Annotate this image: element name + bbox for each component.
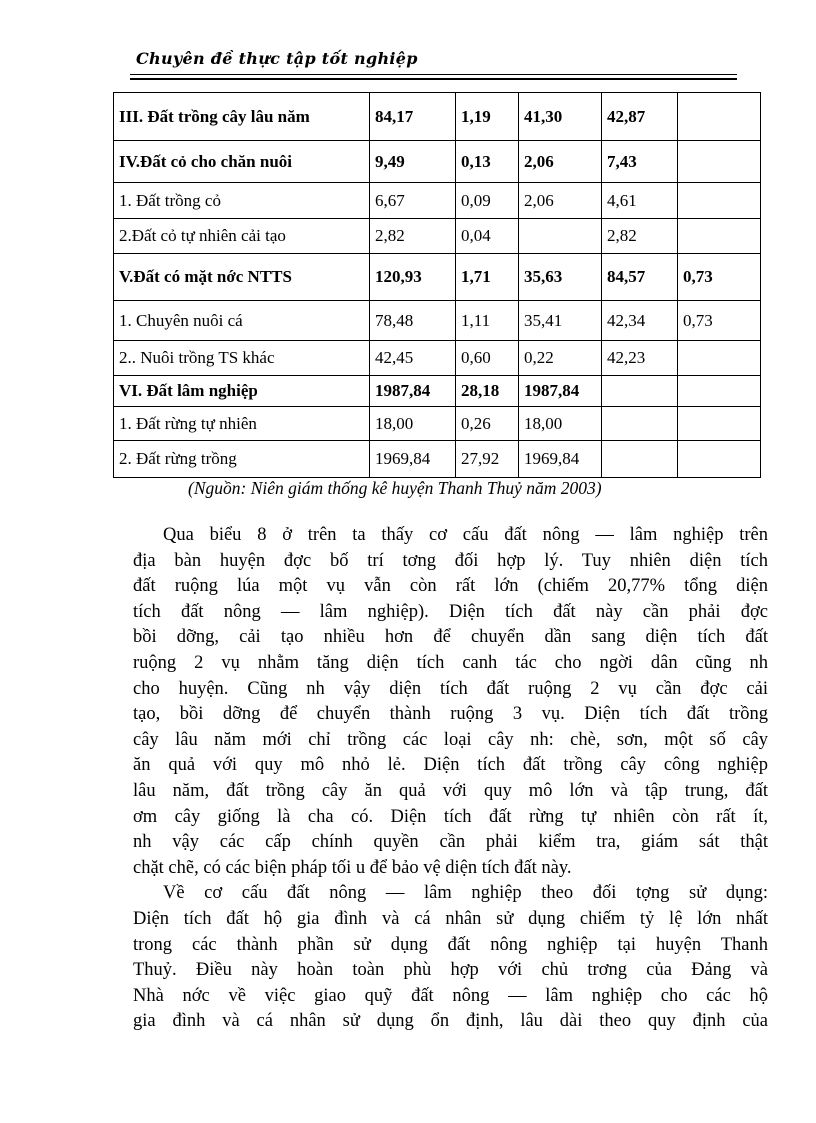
- header-divider: [130, 74, 737, 75]
- paragraph-line: Về cơ cấu đất nông — lâm nghiệp theo đối tợng sử dụng:: [163, 883, 768, 904]
- cell-value: 1,71: [456, 254, 519, 301]
- cell-value: 0,73: [678, 301, 761, 341]
- cell-value: 18,00: [370, 407, 456, 441]
- paragraph-line: địa bàn huyện đợc bố trí tơng đối hợp lý. Tuy nhiên diện tích: [133, 550, 768, 571]
- row-label: 1. Chuyên nuôi cá: [114, 301, 370, 341]
- paragraph-line: cho huyện. Cũng nh vậy diện tích đất ruộng 2 vụ cần đợc cải: [133, 678, 768, 699]
- cell-value: [678, 141, 761, 183]
- table-row: [114, 219, 761, 254]
- cell-value: [602, 441, 678, 478]
- cell-value: 0,22: [519, 341, 602, 376]
- cell-value: 42,87: [602, 93, 678, 141]
- cell-value: 0,73: [678, 254, 761, 301]
- cell-value: [678, 93, 761, 141]
- cell-value: [678, 407, 761, 441]
- paragraph-line: Qua biểu 8 ở trên ta thấy cơ cấu đất nông — lâm nghiệp trên: [163, 525, 768, 545]
- cell-value: 84,17: [370, 93, 456, 141]
- cell-value: 42,23: [602, 341, 678, 376]
- cell-value: 6,67: [370, 183, 456, 219]
- table-row: [114, 254, 761, 301]
- cell-value: 0,09: [456, 183, 519, 219]
- table-row: [114, 301, 761, 341]
- cell-value: [678, 219, 761, 254]
- paragraph-line: Thuỷ. Điều này hoàn toàn phù hợp với chủ trơng của Đảng và: [133, 960, 768, 981]
- land-use-table: [113, 92, 761, 478]
- table-row: [114, 441, 761, 478]
- row-label: 1. Đất trồng cỏ: [114, 183, 370, 219]
- cell-value: 78,48: [370, 301, 456, 341]
- paragraph-line: ruộng 2 vụ nhằm tăng diện tích canh tác cho ngời dân cũng nh: [133, 653, 768, 673]
- paragraph-line: Diện tích đất hộ gia đình và cá nhân sử dụng chiếm tỷ lệ lớn nhất: [133, 909, 768, 929]
- cell-value: 1,19: [456, 93, 519, 141]
- paragraph-line: nh vậy các cấp chính quyền cần phải kiểm tra, giám sát thật: [133, 832, 768, 853]
- paragraph-line: trong các thành phần sử dụng đất nông nghiệp tại huyện Thanh: [133, 934, 768, 955]
- cell-value: 84,57: [602, 254, 678, 301]
- paragraph-line: đất ruộng lúa một vụ vẫn còn rất lớn (chiếm 20,77% tổng diện: [133, 576, 768, 597]
- cell-value: 2,82: [370, 219, 456, 254]
- row-label: 1. Đất rừng tự nhiên: [114, 407, 370, 441]
- page-header-title: Chuyên đề thực tập tốt nghiệp: [136, 49, 418, 68]
- cell-value: [678, 341, 761, 376]
- table-row: [114, 376, 761, 407]
- cell-value: 0,60: [456, 341, 519, 376]
- header-divider-thick: [130, 78, 737, 80]
- paragraph-line: tạo, bồi dỡng để chuyển thành ruộng 3 vụ. Diện tích đất trồng: [133, 704, 768, 725]
- row-label: III. Đất trồng cây lâu năm: [114, 93, 370, 141]
- table-row: [114, 341, 761, 376]
- cell-value: 0,13: [456, 141, 519, 183]
- cell-value: 1987,84: [519, 376, 602, 407]
- cell-value: 4,61: [602, 183, 678, 219]
- paragraph-line: lâu năm, đất trồng cây ăn quả với quy mô lớn và tập trung, đất: [133, 781, 768, 801]
- cell-value: 2,06: [519, 183, 602, 219]
- paragraph-line: chặt chẽ, có các biện pháp tối u để bảo vệ diện tích đất này.: [133, 857, 572, 878]
- cell-value: 7,43: [602, 141, 678, 183]
- cell-value: 0,04: [456, 219, 519, 254]
- paragraph-line: ăn quả với quy mô nhỏ lẻ. Diện tích đất trồng cây công nghiệp: [133, 755, 768, 776]
- cell-value: [678, 376, 761, 407]
- paragraph-line: cây lâu năm mới chỉ trồng các loại cây nh: chè, sơn, một số cây: [133, 729, 768, 750]
- row-label: V.Đất có mặt nớc NTTS: [114, 254, 370, 301]
- cell-value: 27,92: [456, 441, 519, 478]
- cell-value: 120,93: [370, 254, 456, 301]
- cell-value: [519, 219, 602, 254]
- cell-value: 1,11: [456, 301, 519, 341]
- table-source-note: (Nguồn: Niên giám thống kê huyện Thanh Thuỷ năm 2003): [188, 478, 602, 498]
- cell-value: 0,26: [456, 407, 519, 441]
- cell-value: 35,41: [519, 301, 602, 341]
- cell-value: 9,49: [370, 141, 456, 183]
- row-label: 2.Đất cỏ tự nhiên cải tạo: [114, 219, 370, 254]
- cell-value: 41,30: [519, 93, 602, 141]
- cell-value: [678, 183, 761, 219]
- cell-value: [678, 441, 761, 478]
- cell-value: 35,63: [519, 254, 602, 301]
- cell-value: 18,00: [519, 407, 602, 441]
- cell-value: 28,18: [456, 376, 519, 407]
- cell-value: 42,45: [370, 341, 456, 376]
- table-row: [114, 93, 761, 141]
- paragraph-line: Nhà nớc về việc giao quỹ đất nông — lâm nghiệp cho các hộ: [133, 985, 768, 1006]
- cell-value: 1987,84: [370, 376, 456, 407]
- cell-value: 2,06: [519, 141, 602, 183]
- table-row: [114, 183, 761, 219]
- table-row: [114, 407, 761, 441]
- cell-value: 1969,84: [519, 441, 602, 478]
- table-row: [114, 141, 761, 183]
- cell-value: 2,82: [602, 219, 678, 254]
- row-label: IV.Đất cỏ cho chăn nuôi: [114, 141, 370, 183]
- paragraph-line: tích đất nông — lâm nghiệp). Diện tích đất này cần phải đợc: [133, 601, 768, 622]
- paragraph-line: ơm cây giống là cha có. Diện tích đất rừng tự nhiên còn rất ít,: [133, 806, 768, 827]
- cell-value: [602, 407, 678, 441]
- row-label: VI. Đất lâm nghiệp: [114, 376, 370, 407]
- row-label: 2.. Nuôi trồng TS khác: [114, 341, 370, 376]
- paragraph-line: bồi dỡng, cải tạo nhiều hơn để chuyển dần sang diện tích đất: [133, 627, 768, 648]
- cell-value: 42,34: [602, 301, 678, 341]
- cell-value: 1969,84: [370, 441, 456, 478]
- row-label: 2. Đất rừng trồng: [114, 441, 370, 478]
- paragraph-line: gia đình và cá nhân sử dụng ổn định, lâu dài theo quy định của: [133, 1011, 768, 1032]
- cell-value: [602, 376, 678, 407]
